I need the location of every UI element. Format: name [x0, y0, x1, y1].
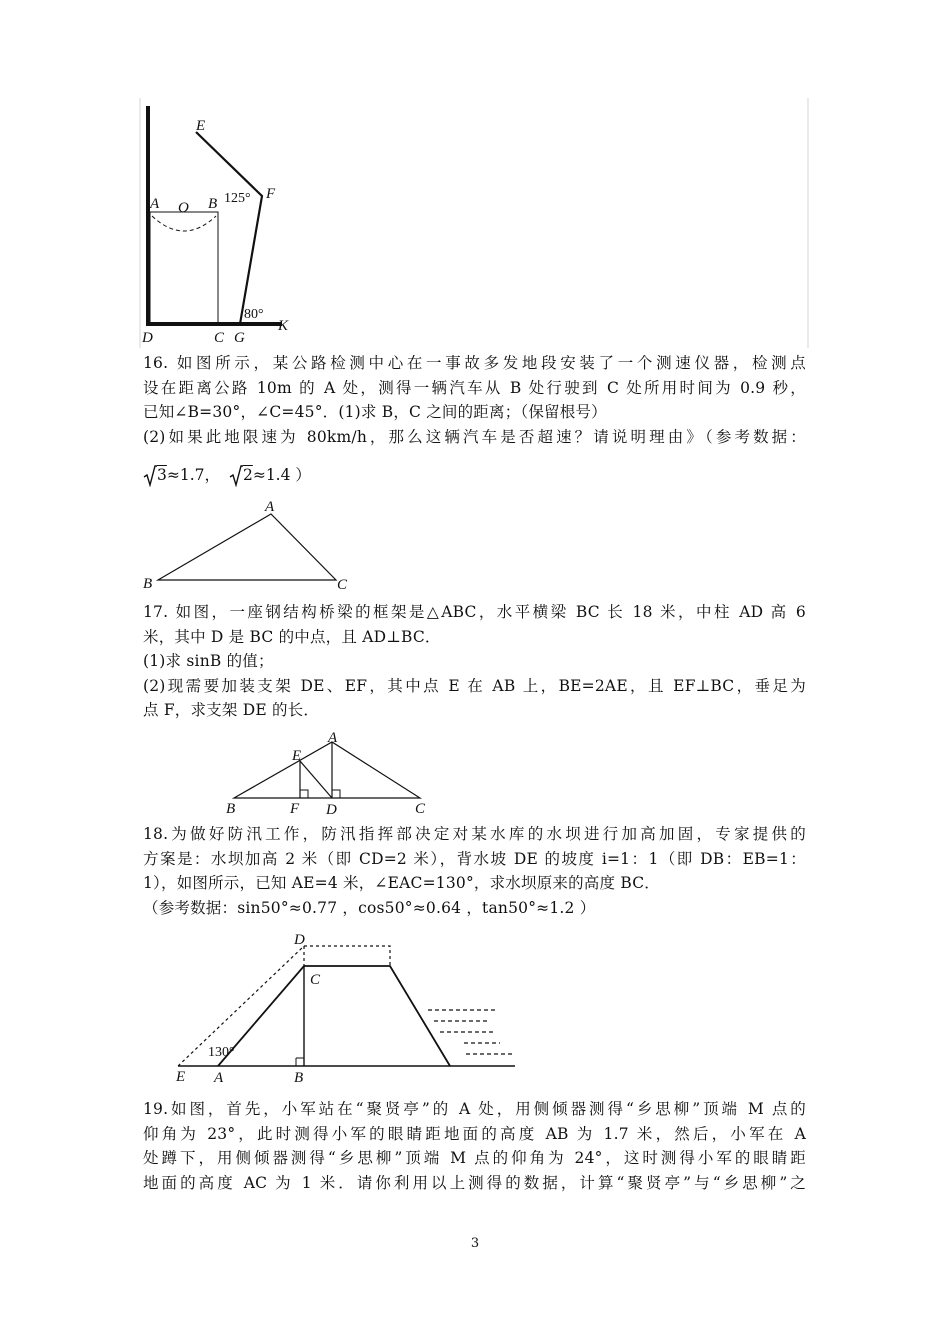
support-de	[300, 761, 332, 798]
figure-dam-svg	[170, 928, 530, 1088]
q16-line-3: 已知∠B=30°，∠C=45°．(1)求 B，C 之间的距离；（保留根号）	[143, 403, 607, 421]
q17-line-4: (2)现需要加装支架 DE、EF，其中点 E 在 AB 上，BE=2AE，且 EF⊥BC，垂足为	[143, 676, 806, 695]
rectangle-abcd	[150, 212, 218, 324]
label-g: G	[234, 330, 245, 346]
label-a: A	[214, 1070, 224, 1086]
label-d: D	[142, 330, 153, 346]
question-16	[143, 351, 806, 449]
label-o: O	[178, 200, 189, 216]
q16-sqrt2-radicand: 2	[242, 466, 253, 484]
label-c: C	[310, 972, 321, 988]
dam-outline	[218, 966, 450, 1066]
label-d: D	[294, 932, 305, 948]
question-18	[143, 822, 806, 920]
q18-line-1: 18.为做好防汛工作，防汛指挥部决定对某水库的水坝进行加高加固，专家提供的	[143, 825, 806, 843]
label-f: F	[266, 186, 276, 202]
q17-line-1: 17. 如图，一座钢结构桥梁的框架是△ABC，水平横梁 BC 长 18 米，中柱 AD 高 6	[143, 603, 806, 621]
label-d: D	[326, 802, 337, 818]
label-b: B	[208, 196, 218, 212]
label-c: C	[337, 577, 348, 593]
q18-line-3: 1），如图所示，已知 AE=4 米，∠EAC=130°，求水坝原来的高度 BC．	[143, 874, 660, 892]
q18-line-4: （参考数据：sin50°≈0.77 ，cos50°≈0.64 ，tan50°≈1.2 ）	[143, 898, 596, 917]
q17-line-3: (1)求 sinB 的值；	[143, 652, 274, 670]
sqrt-icon	[143, 465, 157, 487]
figure-guardrail-svg	[138, 98, 810, 348]
label-c: C	[214, 330, 225, 346]
triangle-abc	[158, 514, 336, 580]
question-19	[143, 1097, 806, 1195]
q17-line-2: 米，其中 D 是 BC 的中点，且 AD⊥BC．	[143, 627, 441, 646]
figure-guardrail	[138, 98, 810, 348]
label-a: A	[150, 196, 160, 212]
label-f: F	[290, 801, 300, 817]
label-e: E	[196, 118, 206, 134]
q19-line-4: 地面的高度 AC 为 1 米．请你利用以上测得的数据，计算“聚贤亭”与“乡思柳”之	[143, 1173, 806, 1192]
label-e: E	[292, 748, 302, 764]
q16-approx-1: ≈1.7，	[166, 466, 221, 484]
q16-line-1: 16. 如图所示，某公路检测中心在一事故多发地段安装了一个测速仪器，检测点	[143, 354, 806, 372]
q16-line-2: 设在距离公路 10m 的 A 处，测得一辆汽车从 B 处行驶到 C 处所用时间为 0.9 秒，	[143, 378, 806, 397]
figure-bridge-frame	[220, 728, 440, 818]
page-number: 3	[470, 1236, 480, 1251]
label-a: A	[328, 730, 338, 746]
label-b: B	[226, 801, 236, 817]
q16-sqrt3-radicand: 3	[157, 466, 167, 484]
arc-o	[152, 216, 216, 231]
figure-dam	[170, 928, 530, 1088]
label-b: B	[294, 1070, 304, 1086]
figure-triangle-svg	[138, 498, 358, 592]
figure-bridge-svg	[220, 728, 440, 818]
bar-efg	[196, 132, 262, 324]
right-angle-f	[300, 790, 308, 798]
sqrt-icon	[229, 465, 243, 487]
angle-g: 80°	[244, 307, 264, 322]
q16-line-4: (2)如果此地限速为 80km/h，那么这辆汽车是否超速？请说明理由》（参考数据：	[143, 427, 806, 446]
label-c: C	[415, 801, 426, 817]
q18-line-2: 方案是：水坝加高 2 米（即 CD=2 米），背水坡 DE 的坡度 i=1：1（即 DB：EB=1：	[143, 849, 806, 868]
figure-triangle-abc	[138, 498, 358, 592]
label-a: A	[265, 499, 275, 515]
angle-eac: 130°	[208, 1045, 235, 1060]
q16-reference-values	[143, 463, 311, 488]
label-k: K	[278, 318, 289, 334]
q17-line-5: 点 F，求支架 DE 的长．	[143, 701, 320, 719]
q19-line-2: 仰角为 23°，此时测得小军的眼睛距地面的高度 AB 为 1.7 米，然后，小军在 A	[143, 1124, 806, 1143]
triangle-abc	[234, 742, 420, 798]
q19-line-3: 处蹲下，用侧倾器测得“乡思柳”顶端 M 点的仰角为 24°，这时测得小军的眼睛距	[143, 1149, 806, 1167]
question-17	[143, 600, 806, 723]
right-angle-d	[332, 790, 340, 798]
angle-f: 125°	[224, 191, 251, 206]
q16-approx-2: ≈1.4 ）	[252, 466, 311, 484]
label-b: B	[143, 576, 153, 592]
q19-line-1: 19.如图，首先，小军站在“聚贤亭”的 A 处，用侧倾器测得“乡思柳”顶端 M 点的	[143, 1100, 806, 1118]
label-e: E	[176, 1069, 186, 1085]
